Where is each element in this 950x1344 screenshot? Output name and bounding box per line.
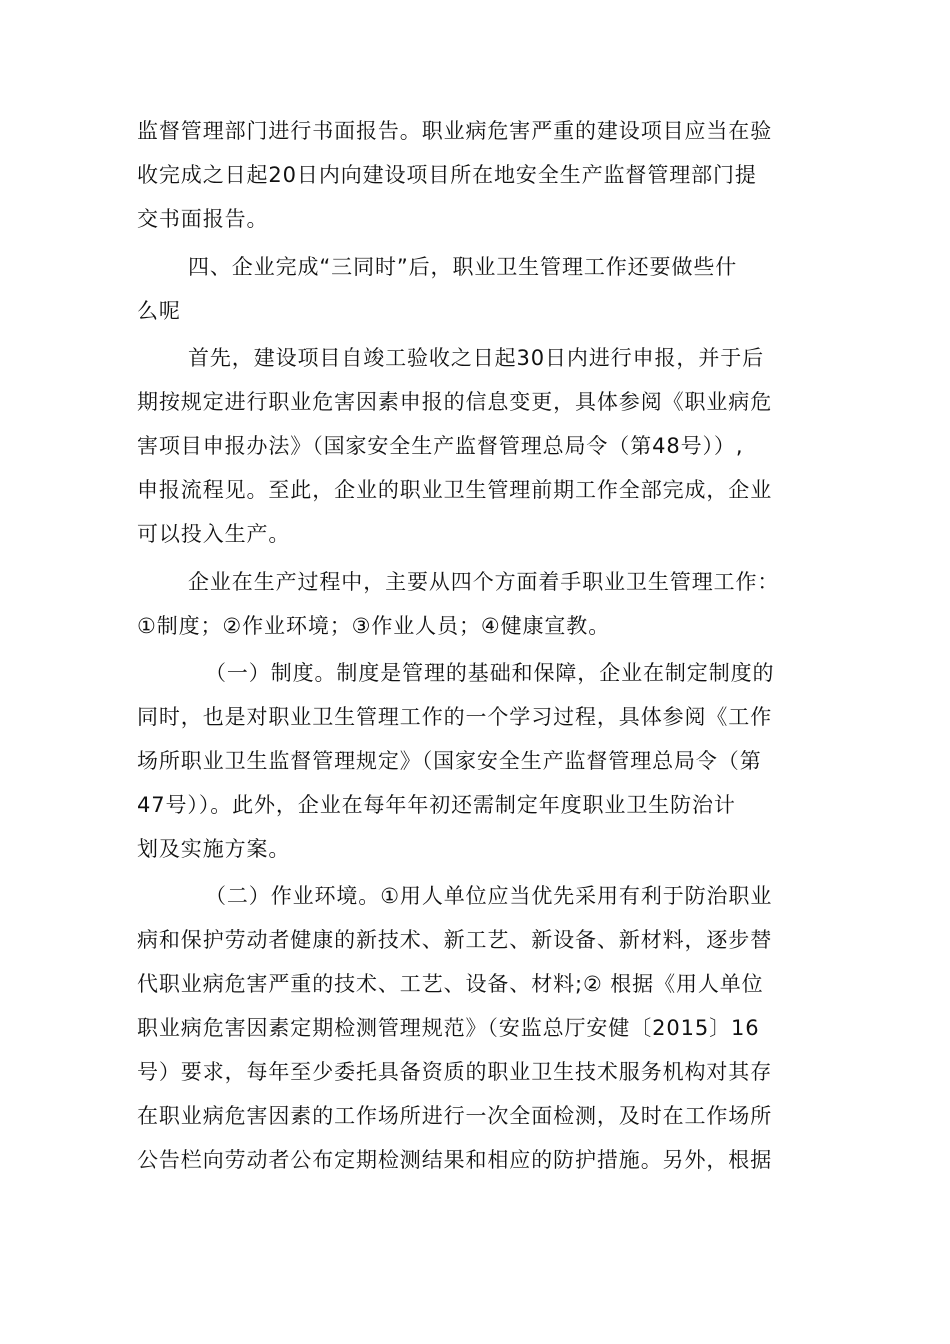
section-heading-line: 么呢 bbox=[137, 299, 181, 323]
text-line: 交书面报告。 bbox=[137, 207, 269, 231]
text-line: 职业病危害因素定期检测管理规范》（安监总厅安健〔2015〕16 bbox=[137, 1016, 760, 1040]
subsection-line: （二）作业环境。①用人单位应当优先采用有利于防治职业 bbox=[205, 884, 773, 908]
section-heading-line: 四、企业完成“三同时”后，职业卫生管理工作还要做些什 bbox=[188, 255, 738, 279]
text-line: 公告栏向劳动者公布定期检测结果和相应的防护措施。另外，根据 bbox=[137, 1148, 773, 1172]
text-line: 同时，也是对职业卫生管理工作的一个学习过程，具体参阅《工作 bbox=[137, 705, 773, 729]
text-line: 害项目申报办法》（国家安全生产监督管理总局令（第48号））, bbox=[137, 434, 744, 458]
text-line: 代职业病危害严重的技术、工艺、设备、材料;② 根据《用人单位 bbox=[137, 972, 764, 996]
text-line: 划及实施方案。 bbox=[137, 837, 291, 861]
subsection-line: （一）制度。制度是管理的基础和保障，企业在制定制度的 bbox=[205, 661, 775, 685]
text-line: 47号））。此外，企业在每年年初还需制定年度职业卫生防治计 bbox=[137, 793, 736, 817]
text-line: 收完成之日起20日内向建设项目所在地安全生产监督管理部门提 bbox=[137, 163, 757, 187]
text-line: ①制度；②作业环境；③作业人员；④健康宣教。 bbox=[137, 614, 611, 638]
text-line: 在职业病危害因素的工作场所进行一次全面检测，及时在工作场所 bbox=[137, 1104, 773, 1128]
text-line: 病和保护劳动者健康的新技术、新工艺、新设备、新材料，逐步替 bbox=[137, 928, 773, 952]
text-line: 申报流程见。至此，企业的职业卫生管理前期工作全部完成，企业 bbox=[137, 478, 773, 502]
text-line: 场所职业卫生监督管理规定》（国家安全生产监督管理总局令（第 bbox=[137, 749, 762, 773]
text-line: 监督管理部门进行书面报告。职业病危害严重的建设项目应当在验 bbox=[137, 119, 773, 143]
text-line: 首先，建设项目自竣工验收之日起30日内进行申报，并于后 bbox=[188, 346, 765, 370]
text-line: 期按规定进行职业危害因素申报的信息变更，具体参阅《职业病危 bbox=[137, 390, 773, 414]
text-line: 可以投入生产。 bbox=[137, 522, 291, 546]
text-line: 企业在生产过程中，主要从四个方面着手职业卫生管理工作： bbox=[188, 570, 780, 594]
text-line: 号）要求，每年至少委托具备资质的职业卫生技术服务机构对其存 bbox=[137, 1060, 773, 1084]
